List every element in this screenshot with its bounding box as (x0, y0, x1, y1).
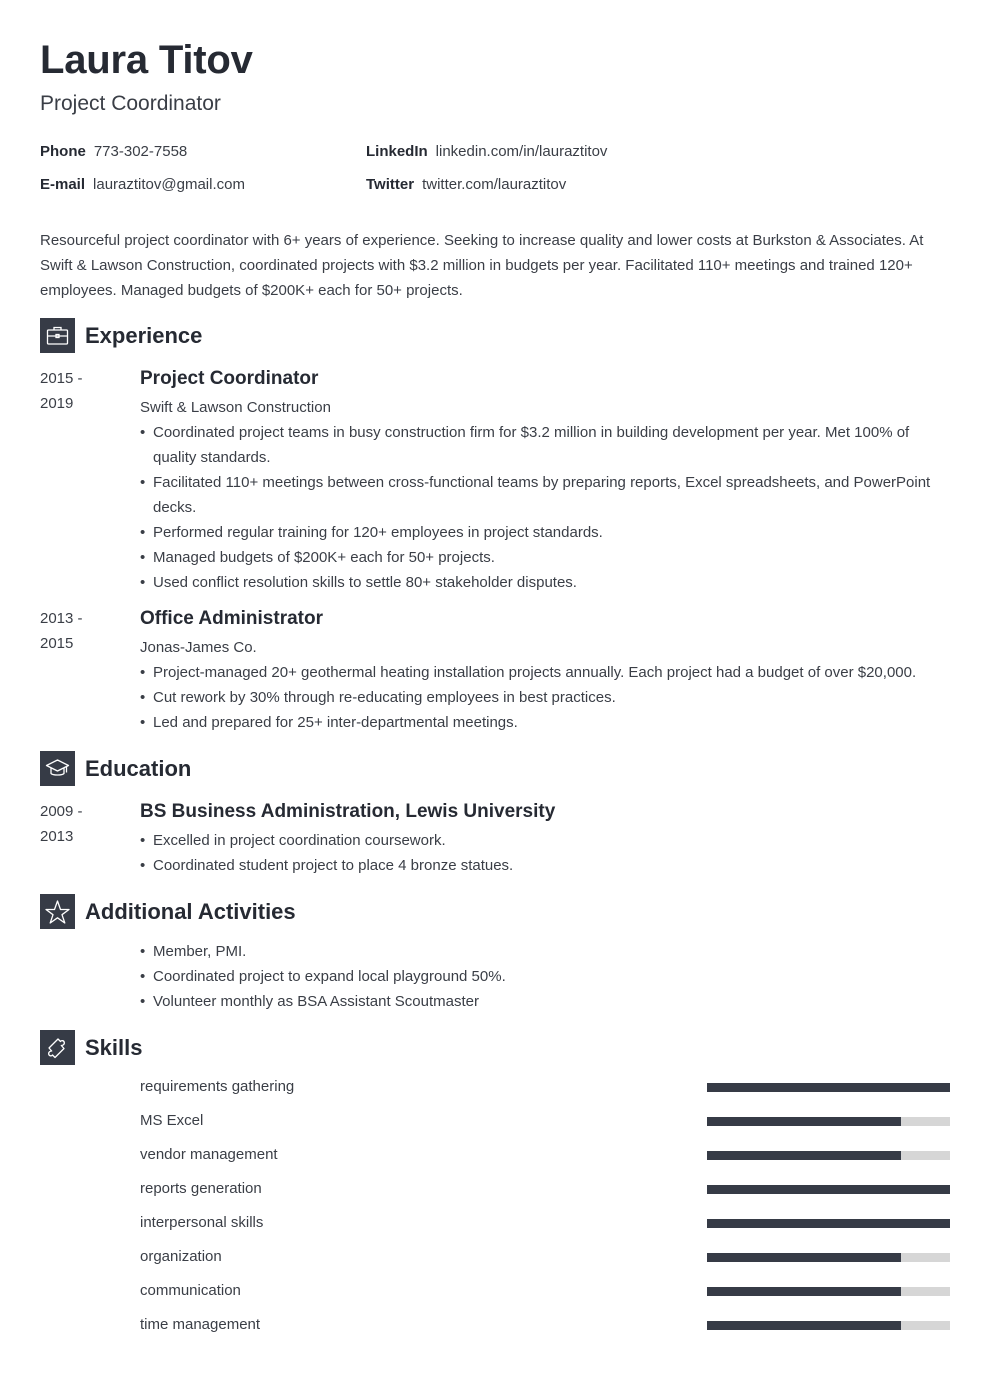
phone-value[interactable]: 773-302-7558 (93, 143, 188, 160)
activities-section-header (40, 894, 296, 929)
entry-date (40, 606, 100, 656)
linkedin-label: LinkedIn (366, 143, 428, 160)
bullet-item: • Coordinated project teams in busy construction firm for $3.2 million in building development per year. Met 100% of quality standards. (140, 420, 950, 470)
entry-date (40, 799, 100, 849)
skill-level-fill (707, 1219, 950, 1228)
puzzle-icon (40, 1030, 75, 1065)
skill-row (140, 1315, 950, 1335)
skill-level-fill (707, 1083, 950, 1092)
activities-heading: Additional Activities (85, 898, 296, 924)
linkedin-value[interactable]: linkedin.com/in/lauraztitov (435, 143, 608, 160)
degree-title: BS Business Administration, Lewis University (140, 801, 556, 822)
skill-level-bar (707, 1083, 950, 1092)
skill-level-fill (707, 1287, 901, 1296)
skill-name: MS Excel (140, 1112, 204, 1129)
candidate-name: Laura Titov (40, 38, 253, 82)
skill-name: communication (140, 1282, 241, 1299)
skill-level-bar (707, 1321, 950, 1330)
skills-section-header (40, 1030, 142, 1065)
skill-row (140, 1145, 950, 1165)
skill-level-fill (707, 1185, 950, 1194)
activities-bullets (140, 939, 950, 1014)
bullet-item: • Member, PMI. (140, 939, 950, 964)
graduation-cap-icon (40, 751, 75, 786)
skill-row (140, 1179, 950, 1199)
education-bullets (140, 828, 950, 878)
skill-level-bar (707, 1253, 950, 1262)
skill-name: organization (140, 1248, 222, 1265)
bullet-item: • Facilitated 110+ meetings between cross-functional teams by preparing reports, Excel spreadsheets, and PowerPoint decks. (140, 470, 950, 520)
job-title: Project Coordinator (40, 92, 221, 115)
skill-name: vendor management (140, 1146, 278, 1163)
summary-paragraph: Resourceful project coordinator with 6+ years of experience. Seeking to increase quality and lower costs at Burkston & Associates. At Swift & Lawson Construction, coordinated projects with $3.2 million in budgets per year. Facilitated 110+ meetings and trained 120+ employees. Managed budgets of $200K+ each for 50+ projects. (40, 232, 924, 299)
bullet-item: • Volunteer monthly as BSA Assistant Scoutmaster (140, 989, 950, 1014)
bullet-item: • Coordinated student project to place 4 bronze statues. (140, 853, 950, 878)
star-icon (40, 894, 75, 929)
skill-level-bar (707, 1117, 950, 1126)
phone-label: Phone (40, 143, 86, 160)
twitter-value[interactable]: twitter.com/lauraztitov (422, 176, 567, 193)
entry-date (40, 366, 100, 416)
bullet-item: • Project-managed 20+ geothermal heating installation projects annually. Each project had a budget of over $20,000. (140, 660, 950, 685)
education-heading: Education (85, 755, 192, 781)
company-name: Swift & Lawson Construction (140, 399, 331, 416)
skill-name: time management (140, 1316, 261, 1333)
skill-name: reports generation (140, 1180, 262, 1197)
bullet-item: • Performed regular training for 120+ employees in project standards. (140, 520, 950, 545)
skills-heading: Skills (85, 1034, 143, 1060)
skill-row (140, 1281, 950, 1301)
date-start: 2013 - (40, 610, 83, 627)
job-role: Office Administrator (140, 608, 323, 629)
bullet-item: • Excelled in project coordination coursework. (140, 828, 950, 853)
bullet-item: • Cut rework by 30% through re-educating employees in best practices. (140, 685, 950, 710)
experience-section-header (40, 318, 202, 353)
job-bullets (140, 420, 950, 595)
skill-row (140, 1077, 950, 1097)
email-label: E-mail (40, 176, 86, 193)
date-end: 2019 (40, 395, 74, 412)
experience-heading: Experience (85, 322, 203, 348)
briefcase-icon (40, 318, 75, 353)
email-value[interactable]: lauraztitov@gmail.com (93, 176, 245, 193)
skill-level-fill (707, 1117, 901, 1126)
date-end: 2013 (40, 828, 74, 845)
skill-level-bar (707, 1219, 950, 1228)
company-name: Jonas-James Co. (140, 639, 257, 656)
bullet-item: • Coordinated project to expand local playground 50%. (140, 964, 950, 989)
education-section-header (40, 751, 191, 786)
skill-level-bar (707, 1287, 950, 1296)
contact-linkedin (366, 143, 607, 160)
skill-level-bar (707, 1185, 950, 1194)
job-role: Project Coordinator (140, 368, 319, 389)
job-bullets (140, 660, 950, 735)
bullet-item: • Led and prepared for 25+ inter-departmental meetings. (140, 710, 950, 735)
date-start: 2009 - (40, 803, 83, 820)
contact-email (40, 176, 245, 193)
contact-twitter (366, 176, 566, 193)
bullet-item: • Used conflict resolution skills to settle 80+ stakeholder disputes. (140, 570, 950, 595)
skill-level-fill (707, 1253, 901, 1262)
skill-row (140, 1247, 950, 1267)
contact-phone (40, 143, 187, 160)
bullet-item: • Managed budgets of $200K+ each for 50+ projects. (140, 545, 950, 570)
skill-name: interpersonal skills (140, 1214, 264, 1231)
date-start: 2015 - (40, 370, 83, 387)
twitter-label: Twitter (366, 176, 415, 193)
skill-row (140, 1111, 950, 1131)
skill-level-bar (707, 1151, 950, 1160)
skill-row (140, 1213, 950, 1233)
skill-name: requirements gathering (140, 1078, 295, 1095)
date-end: 2015 (40, 635, 74, 652)
skill-level-fill (707, 1151, 901, 1160)
skill-level-fill (707, 1321, 901, 1330)
